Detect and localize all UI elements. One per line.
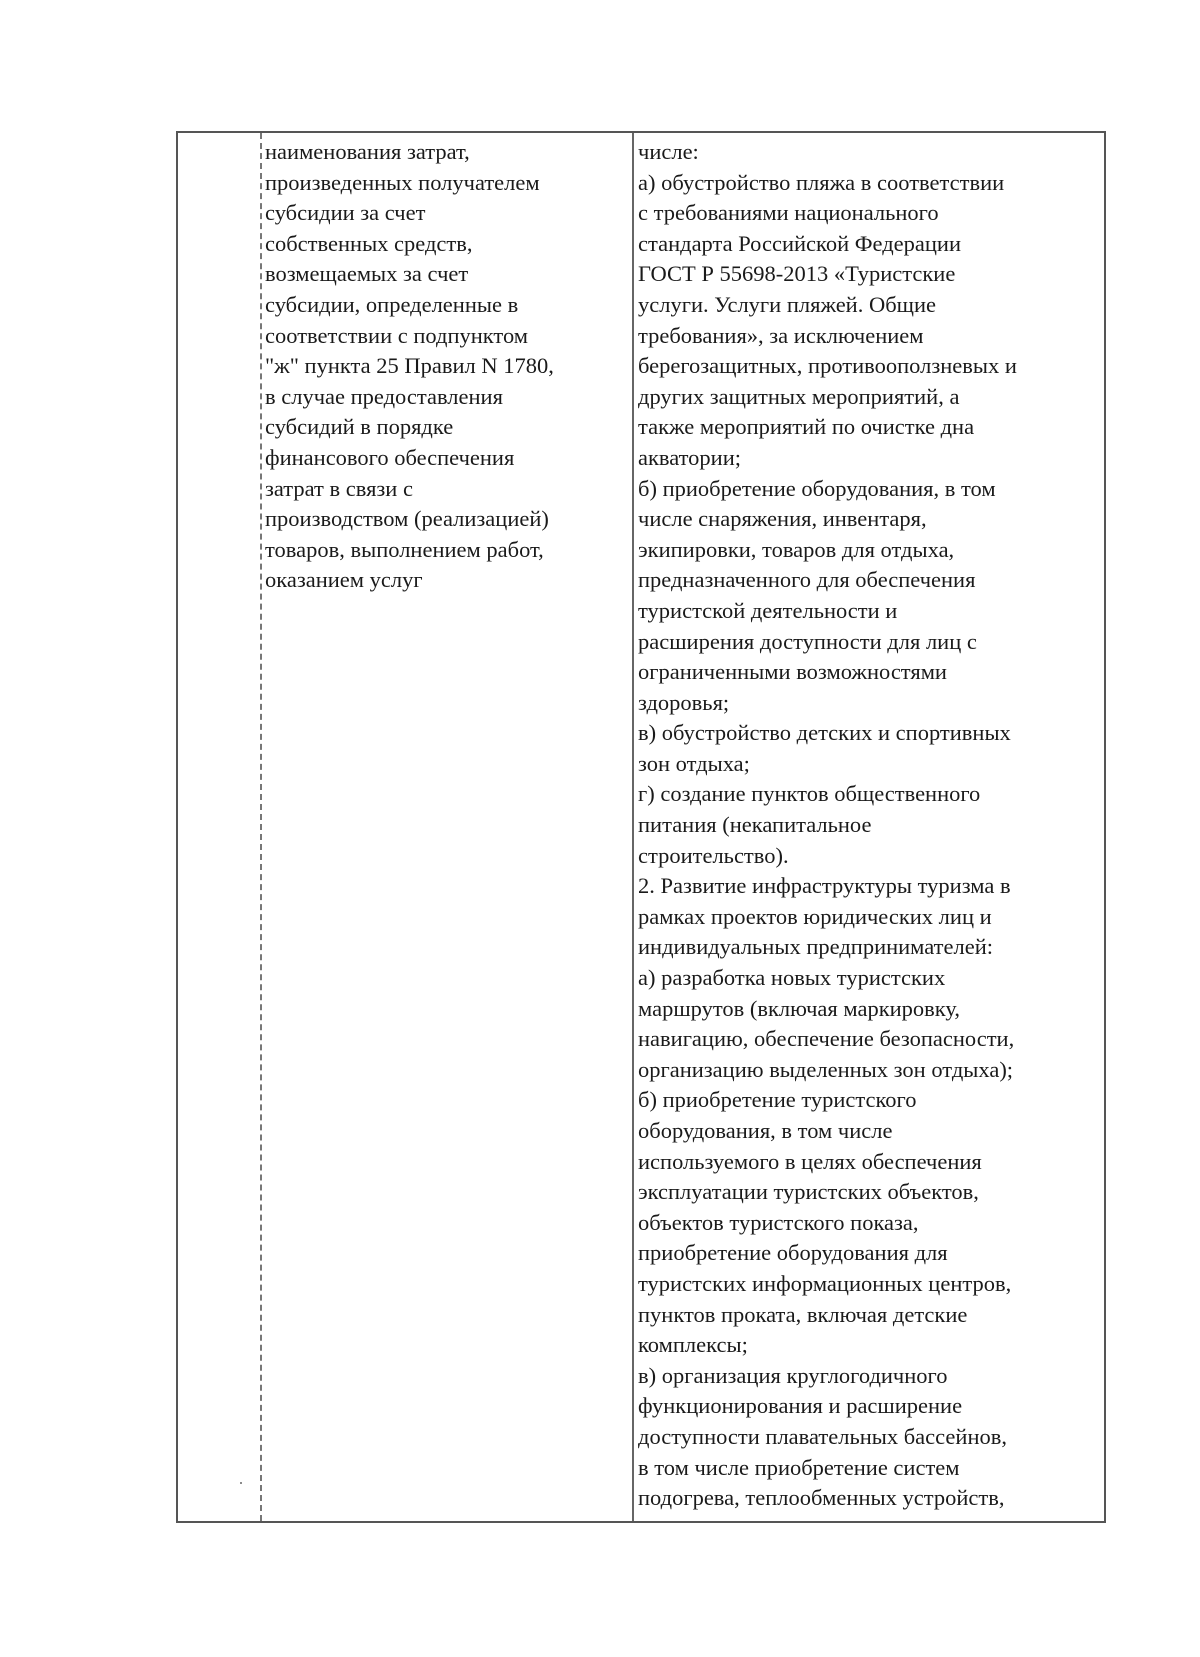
activities-line: с требованиями национального [638,200,939,226]
activities-line: числе: [638,139,699,164]
column-divider-1 [260,133,262,1521]
activities-line: а) разработка новых туристских [638,965,946,991]
activities-line: туристских информационных центров, [638,1270,1012,1296]
activities-line: услуги. Услуги пляжей. Общие [638,291,937,317]
cost-description-line: товаров, выполнением работ, [265,536,544,562]
activities-line: предназначенного для обеспечения [638,567,976,593]
activities-line: доступности плавательных бассейнов, [638,1423,1007,1449]
activities-line: туристской деятельности и [638,597,898,623]
activities-line: эксплуатации туристских объектов, [638,1179,979,1205]
activities-line: акватории; [638,444,742,470]
cost-description-line: субсидии, определенные в [265,291,519,317]
activities-line: зон отдыха; [638,750,750,776]
activities-line: ГОСТ Р 55698-2013 «Туристские [638,261,956,287]
activities-line: 2. Развитие инфраструктуры туризма в [638,873,1011,899]
cost-description-line: наименования затрат, [265,139,470,164]
activities-line: б) приобретение оборудования, в том [638,475,996,501]
activities-line: стандарта Российской Федерации [638,230,961,256]
activities-line: ограниченными возможностями [638,659,947,685]
activities-line: в) обустройство детских и спортивных [638,720,1011,746]
scan-speck [240,1482,242,1484]
cost-description-line: затрат в связи с [265,475,413,501]
activities-line: маршрутов (включая маркировку, [638,995,961,1021]
column-divider-2 [632,133,634,1521]
cost-description-line: субсидии за счет [265,200,426,226]
document-table [176,131,1106,1523]
cost-description-line: в случае предоставления [265,383,503,409]
activities-line: других защитных мероприятий, а [638,383,960,409]
table-cell-activities [638,137,1103,1514]
cost-description-line: произведенных получателем [265,169,540,195]
activities-line: организацию выделенных зон отдыха); [638,1056,1014,1082]
activities-line: используемого в целях обеспечения [638,1148,982,1174]
activities-line: строительство). [638,842,789,868]
cost-description-line: производством (реализацией) [265,506,549,532]
activities-line: б) приобретение туристского [638,1087,917,1113]
activities-line: в) организация круглогодичного [638,1362,948,1388]
activities-line: функционирования и расширение [638,1393,963,1419]
activities-line: требования», за исключением [638,322,924,348]
activities-line: г) создание пунктов общественного [638,781,981,807]
activities-line: рамках проектов юридических лиц и [638,903,992,929]
activities-line: приобретение оборудования для [638,1240,948,1266]
activities-line: а) обустройство пляжа в соответствии [638,169,1005,195]
activities-line: также мероприятий по очистке дна [638,414,975,440]
activities-line: комплексы; [638,1332,748,1358]
cost-description-line: соответствии с подпунктом [265,322,529,348]
activities-line: навигацию, обеспечение безопасности, [638,1026,1015,1052]
activities-line: индивидуальных предпринимателей: [638,934,994,960]
cost-description-line: собственных средств, [265,230,473,256]
activities-line: здоровья; [638,689,730,715]
cost-description-line: оказанием услуг [265,567,423,593]
activities-line: подогрева, теплообменных устройств, [638,1485,1005,1511]
activities-line: объектов туристского показа, [638,1209,919,1235]
cost-description-line: возмещаемых за счет [265,261,469,287]
cost-description-line: субсидий в порядке [265,414,454,440]
cost-description-line: финансового обеспечения [265,444,515,470]
table-cell-cost-description [265,137,627,596]
activities-line: в том числе приобретение систем [638,1454,960,1480]
activities-line: берегозащитных, противооползневых и [638,353,1017,379]
activities-line: оборудования, в том числе [638,1118,893,1143]
activities-line: экипировки, товаров для отдыха, [638,536,955,562]
activities-line: питания (некапитальное [638,812,872,838]
activities-line: расширения доступности для лиц с [638,628,977,654]
cost-description-line: "ж" пункта 25 Правил N 1780, [265,353,554,379]
activities-line: пунктов проката, включая детские [638,1301,968,1327]
activities-line: числе снаряжения, инвентаря, [638,506,927,532]
